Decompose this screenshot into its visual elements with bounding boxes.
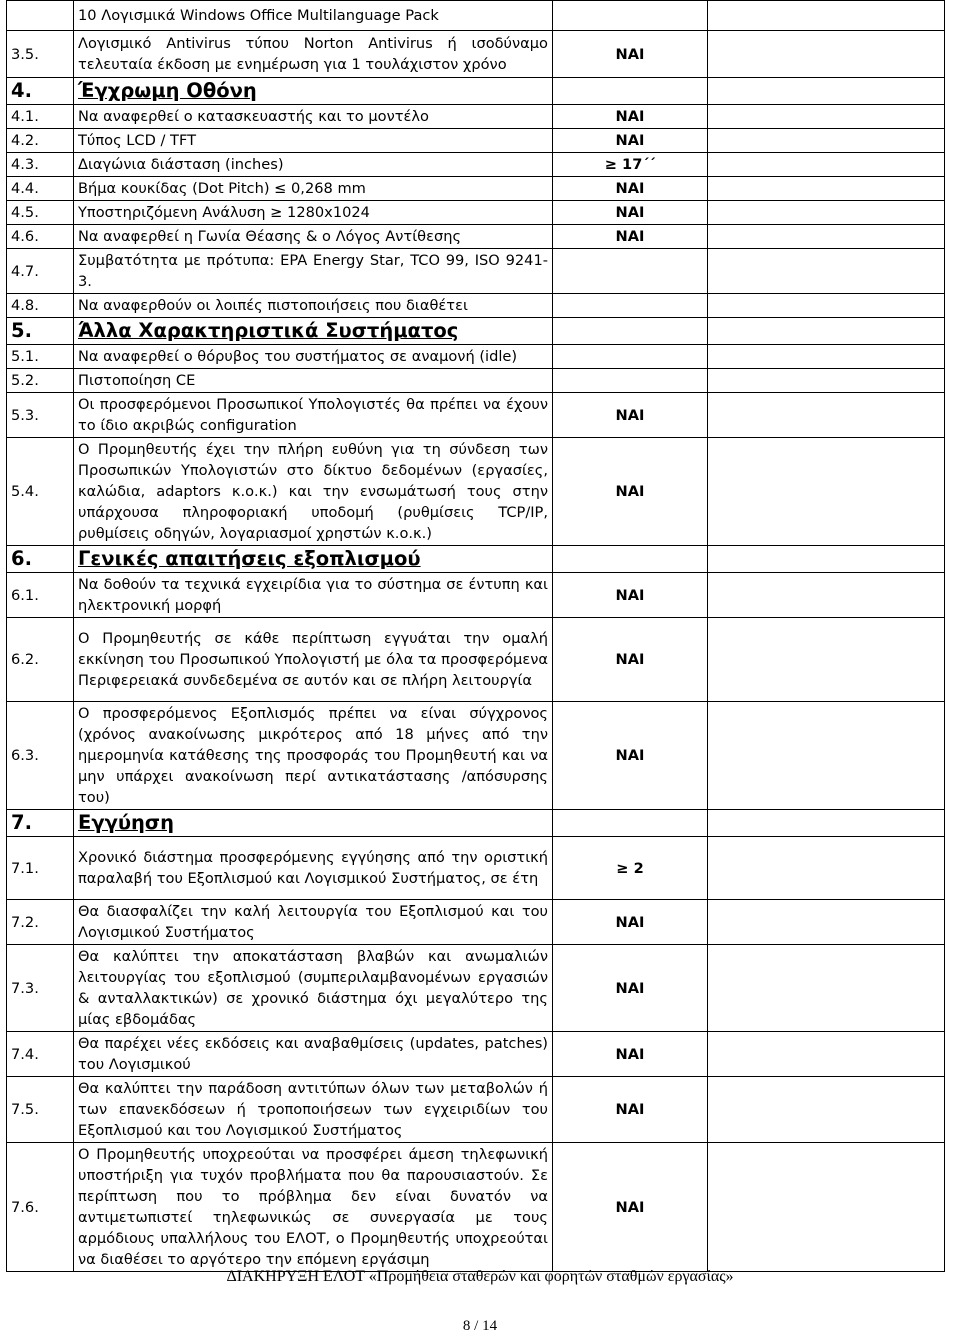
required-value: ΝΑΙ (553, 438, 708, 546)
item-number: 7. (7, 810, 74, 837)
answer-cell (708, 393, 945, 438)
spec-row (7, 225, 945, 249)
item-number: 6.2. (7, 618, 74, 702)
item-number: 7.5. (7, 1077, 74, 1143)
item-description: Οι προσφερόμενοι Προσωπικοί Υπολογιστές θα πρέπει να έχουν το ίδιο ακριβώς configuration (74, 393, 553, 438)
item-number: 7.3. (7, 945, 74, 1032)
spec-row (7, 837, 945, 900)
answer-cell (708, 129, 945, 153)
spec-row (7, 294, 945, 318)
required-value: ΝΑΙ (553, 1032, 708, 1077)
spec-row (7, 945, 945, 1032)
section-title: Έγχρωμη Οθόνη (74, 78, 553, 105)
answer-cell (708, 546, 945, 573)
item-description: Να δοθούν τα τεχνικά εγχειρίδια για το σύστημα σε έντυπη και ηλεκτρονική μορφή (74, 573, 553, 618)
item-number: 7.6. (7, 1143, 74, 1272)
spec-row (7, 900, 945, 945)
spec-row (7, 153, 945, 177)
item-number: 7.4. (7, 1032, 74, 1077)
answer-cell (708, 618, 945, 702)
required-value: ΝΑΙ (553, 31, 708, 78)
item-description: Ο προσφερόμενος Εξοπλισμός πρέπει να είναι σύγχρονος (χρόνος ανακοίνωσης μικρότερος από 18 μήνες από την ημερομηνία κατάθεσης της προσφοράς του Προμηθευτή και να μην υπάρχει ανακοίνωση περί αντικατάστασης /απόσυρσης του) (74, 702, 553, 810)
required-value (553, 369, 708, 393)
item-number: 5. (7, 318, 74, 345)
answer-cell (708, 294, 945, 318)
answer-cell (708, 438, 945, 546)
item-number: 7.1. (7, 837, 74, 900)
item-description: Να αναφερθεί ο θόρυβος του συστήματος σε αναμονή (idle) (74, 345, 553, 369)
spec-row (7, 1032, 945, 1077)
spec-row (7, 201, 945, 225)
spec-row (7, 129, 945, 153)
item-number: 4.5. (7, 201, 74, 225)
item-number: 4.1. (7, 105, 74, 129)
answer-cell (708, 249, 945, 294)
spec-row (7, 573, 945, 618)
required-value (553, 810, 708, 837)
section-heading-row (7, 546, 945, 573)
required-value: ≥ 17΄΄ (553, 153, 708, 177)
required-value: ΝΑΙ (553, 573, 708, 618)
item-description: Υποστηριζόμενη Ανάλυση ≥ 1280x1024 (74, 201, 553, 225)
spec-row (7, 31, 945, 78)
answer-cell (708, 945, 945, 1032)
section-title: Άλλα Χαρακτηριστικά Συστήματος (74, 318, 553, 345)
answer-cell (708, 31, 945, 78)
spec-row (7, 618, 945, 702)
item-number: 6.3. (7, 702, 74, 810)
required-value: ΝΑΙ (553, 105, 708, 129)
specification-table (6, 0, 945, 1272)
required-value: ΝΑΙ (553, 225, 708, 249)
page-number: 8 / 14 (462, 1318, 498, 1334)
spec-row (7, 345, 945, 369)
answer-cell (708, 105, 945, 129)
item-number: 6.1. (7, 573, 74, 618)
footer-title: ΔΙΑΚΗΡΥΞΗ ΕΛΟΤ «Προμήθεια σταθερών και φορητών σταθμών εργασίας» (226, 1268, 734, 1285)
item-number: 3.5. (7, 31, 74, 78)
required-value: ΝΑΙ (553, 393, 708, 438)
item-number: 5.3. (7, 393, 74, 438)
answer-cell (708, 177, 945, 201)
required-value (553, 78, 708, 105)
answer-cell (708, 345, 945, 369)
spec-row (7, 1077, 945, 1143)
spec-row (7, 393, 945, 438)
item-number: 4.8. (7, 294, 74, 318)
required-value: ΝΑΙ (553, 129, 708, 153)
answer-cell (708, 810, 945, 837)
spec-row (7, 177, 945, 201)
item-number: 6. (7, 546, 74, 573)
item-number: 5.1. (7, 345, 74, 369)
item-number: 7.2. (7, 900, 74, 945)
item-description: Πιστοποίηση CE (74, 369, 553, 393)
required-value: ≥ 2 (553, 837, 708, 900)
spec-row (7, 249, 945, 294)
answer-cell (708, 1143, 945, 1272)
required-value (553, 546, 708, 573)
item-number: 4.4. (7, 177, 74, 201)
item-description: Να αναφερθεί ο κατασκευαστής και το μοντέλο (74, 105, 553, 129)
spec-row (7, 1, 945, 31)
item-description: Ο Προμηθευτής υποχρεούται να προσφέρει άμεση τηλεφωνική υποστήριξη για τυχόν προβλήματα που θα παρουσιαστούν. Σε περίπτωση που το πρόβλημα δεν είναι δυνατόν να αντιμετωπιστεί τηλεφωνικώς σε συνεργασία με τους αρμόδιους υπαλλήλους του ΕΛΟΤ, ο Προμηθευτής υποχρεούται να διαθέσει το αργότερο την επόμενη εργάσιμη (74, 1143, 553, 1272)
item-number: 4.6. (7, 225, 74, 249)
answer-cell (708, 1032, 945, 1077)
item-number: 4. (7, 78, 74, 105)
item-number: 5.4. (7, 438, 74, 546)
item-description: Να αναφερθούν οι λοιπές πιστοποιήσεις που διαθέτει (74, 294, 553, 318)
spec-row (7, 702, 945, 810)
item-description: Βήμα κουκίδας (Dot Pitch) ≤ 0,268 mm (74, 177, 553, 201)
spec-row (7, 1143, 945, 1272)
item-description: Θα διασφαλίζει την καλή λειτουργία του Εξοπλισμού και του Λογισμικού Συστήματος (74, 900, 553, 945)
required-value (553, 249, 708, 294)
answer-cell (708, 318, 945, 345)
item-description: 10 Λογισμικά Windows Office Multilanguage Pack (74, 1, 553, 31)
required-value (553, 345, 708, 369)
item-number: 4.7. (7, 249, 74, 294)
section-heading-row (7, 78, 945, 105)
answer-cell (708, 837, 945, 900)
item-description: Να αναφερθεί η Γωνία Θέασης & ο Λόγος Αντίθεσης (74, 225, 553, 249)
required-value: ΝΑΙ (553, 201, 708, 225)
answer-cell (708, 573, 945, 618)
item-number: 4.2. (7, 129, 74, 153)
answer-cell (708, 702, 945, 810)
item-description: Τύπος LCD / TFT (74, 129, 553, 153)
spec-row (7, 105, 945, 129)
required-value (553, 294, 708, 318)
required-value (553, 318, 708, 345)
spec-row (7, 369, 945, 393)
item-description: Ο Προμηθευτής έχει την πλήρη ευθύνη για τη σύνδεση των Προσωπικών Υπολογιστών στο δίκτυο δεδομένων (εργασίες, καλώδια, adaptors κ.ο.κ.) και την ενσωμάτωσή τους στην υπάρχουσα πληροφοριακή υποδομή (ρυθμίσεις TCP/IP, ρυθμίσεις οδηγών, λογαριασμοί χρηστών κ.ο.κ.) (74, 438, 553, 546)
answer-cell (708, 1077, 945, 1143)
answer-cell (708, 78, 945, 105)
required-value: ΝΑΙ (553, 1077, 708, 1143)
required-value: ΝΑΙ (553, 618, 708, 702)
required-value (553, 1, 708, 31)
section-title: Γενικές απαιτήσεις εξοπλισμού (74, 546, 553, 573)
answer-cell (708, 900, 945, 945)
item-description: Συμβατότητα με πρότυπα: EPA Energy Star, TCO 99, ISO 9241-3. (74, 249, 553, 294)
item-description: Χρονικό διάστημα προσφερόμενης εγγύησης από την οριστική παραλαβή του Εξοπλισμού και Λογισμικού Συστήματος, σε έτη (74, 837, 553, 900)
spec-row (7, 438, 945, 546)
item-description: Διαγώνια διάσταση (inches) (74, 153, 553, 177)
item-description: Λογισμικό Antivirus τύπου Norton Antivirus ή ισοδύναμο τελευταία έκδοση με ενημέρωση για 1 τουλάχιστον χρόνο (74, 31, 553, 78)
answer-cell (708, 225, 945, 249)
required-value: ΝΑΙ (553, 945, 708, 1032)
item-number: 4.3. (7, 153, 74, 177)
answer-cell (708, 153, 945, 177)
section-title: Εγγύηση (74, 810, 553, 837)
section-heading-row (7, 318, 945, 345)
answer-cell (708, 1, 945, 31)
required-value: ΝΑΙ (553, 1143, 708, 1272)
answer-cell (708, 201, 945, 225)
item-number: 5.2. (7, 369, 74, 393)
item-number (7, 1, 74, 31)
item-description: Θα καλύπτει την αποκατάσταση βλαβών και ανωμαλιών λειτουργίας του εξοπλισμού (συμπεριλαμβανομένων εργασιών & ανταλλακτικών) σε χρονικό διάστημα όχι μεγαλύτερο της μίας εβδομάδας (74, 945, 553, 1032)
required-value: ΝΑΙ (553, 900, 708, 945)
required-value: ΝΑΙ (553, 177, 708, 201)
required-value: ΝΑΙ (553, 702, 708, 810)
section-heading-row (7, 810, 945, 837)
answer-cell (708, 369, 945, 393)
item-description: Θα παρέχει νέες εκδόσεις και αναβαθμίσεις (updates, patches) του Λογισμικού (74, 1032, 553, 1077)
item-description: Ο Προμηθευτής σε κάθε περίπτωση εγγυάται την ομαλή εκκίνηση του Προσωπικού Υπολογιστή με όλα τα προσφερόμενα Περιφερειακά συνδεδεμένα σε αυτόν και σε πλήρη λειτουργία (74, 618, 553, 702)
item-description: Θα καλύπτει την παράδοση αντιτύπων όλων των μεταβολών ή των επανεκδόσεων ή τροποποιήσεων των εγχειριδίων του Εξοπλισμού και του Λογισμικού Συστήματος (74, 1077, 553, 1143)
